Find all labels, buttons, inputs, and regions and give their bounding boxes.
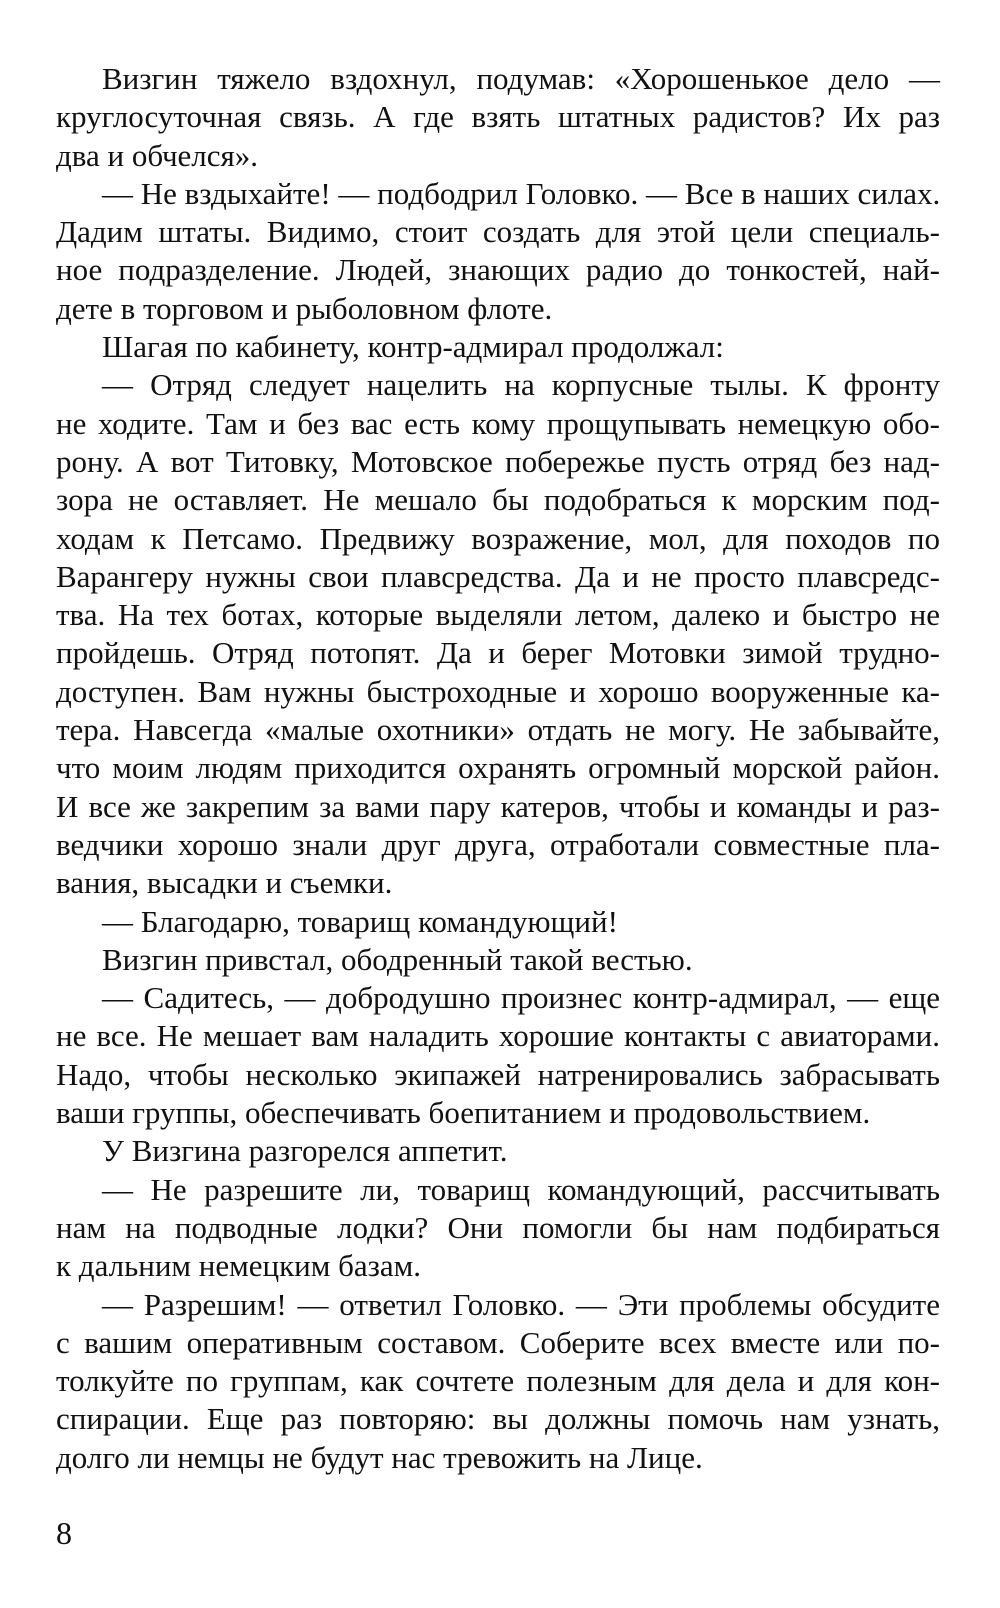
text-line: Шагая по кабинету, контр-адмирал продолжал: (102, 329, 724, 365)
text-line: не ходите. Там и без вас есть кому прощупывать немецкую обо- (56, 405, 940, 441)
text-line: — Отряд следует нацелить на корпусные тылы. К фронту (102, 367, 940, 403)
text-line: что моим людям приходится охранять огромный морской район. (56, 750, 940, 786)
text-line: Надо, чтобы несколько экипажей натренировались забрасывать (56, 1056, 940, 1092)
text-line: Визгин тяжело вздохнул, подумав: «Хорошенькое дело — (102, 61, 940, 96)
text-line: ведчики хорошо знали друг друга, отработали совместные пла- (56, 826, 940, 862)
text-line: рону. А вот Титовку, Мотовское побережье пусть отряд без над- (56, 443, 940, 479)
text-line: два и обчелся». (56, 137, 259, 173)
text-line: не все. Не мешает вам наладить хорошие контакты с авиаторами. (56, 1018, 940, 1054)
text-line: — Садитесь, — добродушно произнес контр-адмирал, — еще (102, 980, 940, 1016)
text-line: Визгин привстал, ободренный такой вестью. (102, 941, 693, 977)
text-line: Дадим штаты. Видимо, стоит создать для этой цели специаль- (56, 214, 940, 250)
text-line: пройдешь. Отряд потопят. Да и берег Мотовки зимой трудно- (56, 635, 940, 671)
text-line: ходам к Петсамо. Предвижу возражение, мол, для походов по (56, 520, 940, 556)
text-line: толкуйте по группам, как сочтете полезным для дела и для кон- (56, 1363, 940, 1399)
text-line: — Не вздыхайте! — подбодрил Головко. — Все в наших силах. (102, 175, 941, 211)
text-line: — Не разрешите ли, товарищ командующий, рассчитывать (102, 1171, 940, 1207)
text-line: И все же закрепим за вами пару катеров, чтобы и команды и раз- (56, 788, 940, 824)
text-line: ваши группы, обеспечивать боепитанием и продовольствием. (56, 1095, 871, 1131)
text-line: зора не оставляет. Не мешало бы подобраться к морским под- (56, 482, 940, 518)
text-line: — Разрешим! — ответил Головко. — Эти проблемы обсудите (102, 1286, 940, 1322)
text-line: нам на подводные лодки? Они помогли бы нам подбираться (56, 1209, 940, 1245)
text-line: — Благодарю, товарищ командующий! (102, 903, 618, 939)
text-line: круглосуточная связь. А где взять штатных радистов? Их раз (56, 99, 940, 135)
text-line: тера. Навсегда «малые охотники» отдать не могу. Не забывайте, (56, 712, 940, 748)
text-line: к дальним немецким базам. (56, 1248, 422, 1284)
text-line: с вашим оперативным составом. Соберите всех вместе или по- (56, 1324, 940, 1360)
text-line: доступен. Вам нужны быстроходные и хорошо вооруженные ка- (56, 673, 940, 709)
text-line: долго ли немцы не будут нас тревожить на Лице. (56, 1439, 703, 1475)
text-line: вания, высадки и съемки. (56, 865, 393, 901)
text-line: Варангеру нужны свои плавсредства. Да и не просто плавсредс- (56, 558, 940, 594)
text-line: ное подразделение. Людей, знающих радио до тонкостей, най- (56, 252, 940, 288)
text-line: дете в торговом и рыболовном флоте. (56, 290, 553, 326)
page-body (56, 60, 940, 1477)
text-line: У Визгина разгорелся аппетит. (102, 1133, 508, 1169)
text-line: тва. На тех ботах, которые выделяли летом, далеко и быстро не (56, 597, 940, 633)
page-number: 8 (56, 1515, 72, 1551)
text-line: спирации. Еще раз повторяю: вы должны помочь нам узнать, (56, 1401, 940, 1437)
